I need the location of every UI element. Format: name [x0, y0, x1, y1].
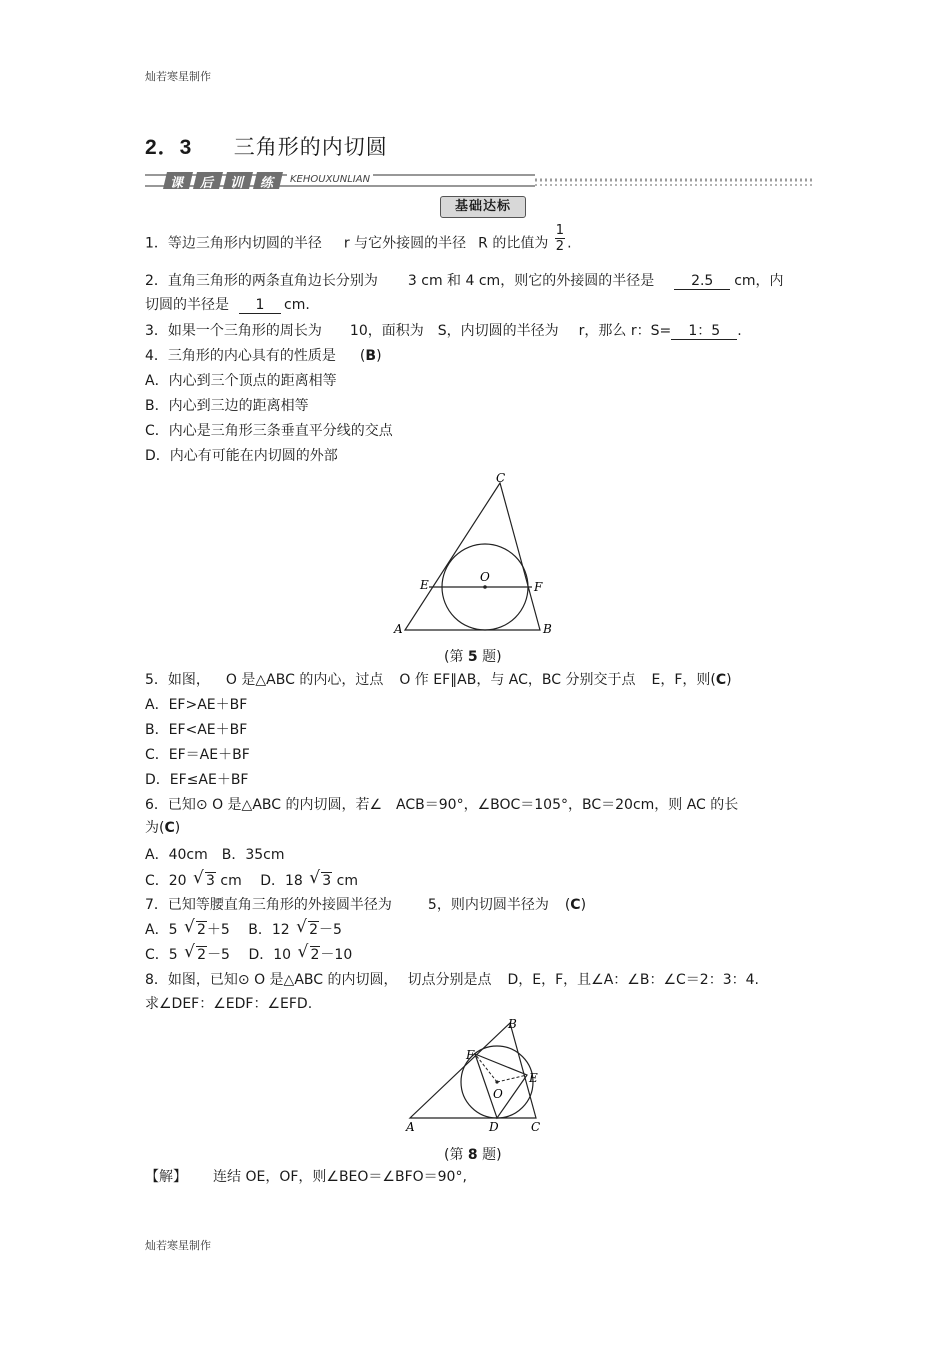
- caption-number: 5: [467, 649, 478, 665]
- q3-stem-e: .: [737, 323, 742, 339]
- fraction-numerator: 1: [555, 223, 565, 238]
- caption-post: 题): [482, 649, 502, 665]
- q7-option-c: C．5: [145, 947, 178, 963]
- q1-r: r 与它外接圆的半径: [343, 235, 467, 252]
- q2-answer-1: 2.5: [674, 273, 730, 290]
- q5-stem-d: E，F，则: [651, 672, 711, 688]
- q5-stem-c: O 作 EF∥AB，与 AC，BC 分别交于点: [399, 672, 636, 688]
- banner-pinyin: KEHOUXUNLIAN: [287, 174, 373, 185]
- q2-stem: 2．直角三角形的两条直角边长分别为: [145, 273, 378, 289]
- level-badge: 基础达标: [440, 196, 526, 218]
- q6-option-c-unit: cm: [220, 873, 242, 889]
- fig8-label-b: B: [508, 1017, 517, 1031]
- fig8-label-o: O: [493, 1087, 503, 1101]
- q7-stem-b: 5，则内切圆半径为: [427, 897, 549, 913]
- q6-options-ab: A．40cm B．35cm: [145, 847, 285, 863]
- fig5-center-point: [483, 585, 487, 589]
- fig5-label-b: B: [543, 622, 552, 636]
- sqrt-symbol: √ 2: [297, 942, 320, 963]
- fig5-label-e: E: [420, 578, 429, 592]
- radicand: 2: [197, 947, 207, 963]
- q5-stem: 5．如图，: [145, 672, 210, 688]
- q3-stem: 3．如果一个三角形的周长为: [145, 323, 322, 339]
- footer-watermark: 灿若寒星制作: [145, 1239, 211, 1252]
- question-2-line-2: [145, 296, 310, 314]
- fig5-label-a: A: [394, 622, 403, 636]
- question-1: [145, 223, 572, 254]
- fig5-label-o: O: [480, 570, 490, 584]
- q7-option-b: B．12: [248, 922, 290, 938]
- fig8-label-d: D: [489, 1120, 499, 1134]
- solution-tag: 【解】: [145, 1169, 187, 1185]
- q5-option-d: D．EF≤AE＋BF: [145, 772, 249, 788]
- q2-stem-e: cm.: [284, 297, 310, 313]
- fig8-label-a: A: [406, 1120, 415, 1134]
- question-6-line-1: [145, 796, 738, 814]
- radicand: 3: [322, 873, 332, 889]
- q3-stem-b: 10，面积为: [349, 323, 424, 339]
- q6-option-d: D．18: [260, 873, 303, 889]
- q5-stem-b: O 是△ABC 的内心，过点: [225, 672, 384, 688]
- question-5-stem: 5．如图， O 是△ABC 的内心，过点 O 作 EF∥AB，与 AC，BC 分别交于点 E，F，则(C): [145, 672, 732, 688]
- q5-option-a: A．EF>AE＋BF: [145, 697, 248, 713]
- question-3: [145, 322, 742, 340]
- q7-stem: 7．已知等腰直角三角形的外接圆半径为: [145, 897, 392, 913]
- solution: [145, 1168, 467, 1186]
- q6-answer: C: [164, 820, 175, 836]
- caption-post: 题): [482, 1147, 502, 1163]
- sqrt-symbol: √ 3: [309, 868, 332, 889]
- question-6-line-2: 为(C): [145, 820, 181, 836]
- caption-pre: (第: [444, 1147, 464, 1163]
- q2-answer-2: 1: [239, 297, 281, 314]
- q7-option-d-post: －10: [320, 947, 353, 963]
- banner-char-2: 后: [200, 176, 214, 191]
- q7-option-d: D．10: [248, 947, 292, 963]
- caption-pre: (第: [444, 649, 464, 665]
- q6-option-c: C．20: [145, 873, 187, 889]
- q2-stem-c: cm，内: [734, 273, 784, 289]
- banner-char-4: 练: [260, 176, 274, 191]
- question-8-line-1: [145, 971, 759, 989]
- q7-options-cd: [145, 942, 353, 964]
- section-title-text: 三角形的内切圆: [233, 135, 388, 159]
- figure-8-caption: [444, 1144, 502, 1164]
- fig8-label-f: F: [466, 1048, 475, 1062]
- banner-graphic: [145, 171, 813, 191]
- q3-stem-c: S，内切圆的半径为: [437, 323, 559, 339]
- q5-option-b: B．EF<AE＋BF: [145, 722, 248, 738]
- section-number: 2．3: [145, 136, 193, 159]
- figure-5-caption: [444, 646, 502, 666]
- radicand: 2: [196, 922, 206, 938]
- q2-stem-d: 切圆的半径是: [145, 297, 229, 313]
- q4-answer: B: [365, 348, 377, 364]
- q7-option-c-post: －5: [207, 947, 230, 963]
- banner-char-3: 训: [230, 176, 244, 191]
- fig5-triangle: [405, 483, 540, 630]
- fig8-center-point: [495, 1080, 498, 1083]
- fig8-label-c: C: [531, 1120, 541, 1134]
- q7-option-a-post: ＋5: [206, 922, 230, 938]
- figure-8: [400, 1013, 550, 1135]
- fig8-triangle-def: [475, 1054, 527, 1118]
- sqrt-symbol: √ 2: [184, 942, 207, 963]
- caption-number: 8: [467, 1147, 478, 1163]
- sqrt-symbol: √ 2: [183, 917, 206, 938]
- q4-option-c: C．内心是三角形三条垂直平分线的交点: [145, 423, 393, 439]
- q6-stem: 6．已知⊙ O 是△ABC 的内切圆，若∠: [145, 797, 383, 813]
- q6-stem-b: ACB＝90°，∠BOC＝105°，BC＝20cm，则 AC 的长: [396, 797, 739, 813]
- q4-stem: 4．三角形的内心具有的性质是: [145, 348, 336, 364]
- q8-stem: 8．如图，已知⊙ O 是△ABC 的内切圆，: [145, 972, 398, 988]
- q1-R: R 的比值为: [478, 235, 549, 252]
- section-banner: [145, 171, 813, 191]
- q1-end: .: [567, 235, 572, 252]
- q7-option-b-post: －5: [319, 922, 342, 938]
- q7-options-ab: [145, 917, 342, 939]
- figure-5: [390, 470, 565, 638]
- q5-answer: C: [715, 672, 727, 688]
- q1-answer-fraction: [555, 223, 565, 254]
- fraction-denominator: 2: [555, 239, 565, 254]
- q4-option-d: D．内心有可能在内切圆的外部: [145, 448, 338, 464]
- q6-options-cd: [145, 868, 358, 890]
- fig5-label-c: C: [496, 471, 506, 485]
- solution-text: 连结 OE，OF，则∠BEO＝∠BFO＝90°,: [213, 1169, 467, 1185]
- question-4-stem: 4．三角形的内心具有的性质是 (B): [145, 348, 382, 364]
- question-2-line-1: [145, 272, 784, 290]
- q3-stem-d: r，那么 r：S=: [578, 323, 672, 339]
- q2-stem-b: 3 cm 和 4 cm，则它的外接圆的半径是: [407, 273, 655, 289]
- question-7-stem: 7．已知等腰直角三角形的外接圆半径为 5，则内切圆半径为 (C): [145, 897, 587, 913]
- fig8-label-e: E: [529, 1071, 538, 1085]
- q4-option-b: B．内心到三边的距离相等: [145, 398, 309, 414]
- q3-answer: 1：5: [671, 323, 737, 340]
- q6-stem-c: 为: [145, 820, 159, 836]
- q5-option-c: C．EF＝AE＋BF: [145, 747, 250, 763]
- fig5-label-f: F: [534, 580, 543, 594]
- radicand: 2: [309, 922, 319, 938]
- radicand: 3: [206, 873, 215, 889]
- sqrt-symbol: √ 2: [296, 917, 319, 938]
- q6-option-d-unit: cm: [336, 873, 358, 889]
- q4-option-a: A．内心到三个顶点的距离相等: [145, 373, 337, 389]
- q7-answer: C: [570, 897, 581, 913]
- q8-stem-c: D，E，F，且∠A：∠B：∠C＝2：3：4.: [507, 972, 759, 988]
- section-title: [145, 131, 388, 161]
- radicand: 2: [310, 947, 320, 963]
- q1-stem: 1．等边三角形内切圆的半径: [145, 235, 322, 252]
- banner-char-1: 课: [170, 176, 184, 191]
- q8-stem-b: 切点分别是点: [407, 972, 492, 988]
- header-watermark: 灿若寒星制作: [145, 70, 211, 83]
- sqrt-symbol: √ 3: [193, 868, 215, 889]
- q7-option-a: A．5: [145, 922, 178, 938]
- question-8-line-2: 求∠DEF：∠EDF：∠EFD.: [145, 996, 313, 1012]
